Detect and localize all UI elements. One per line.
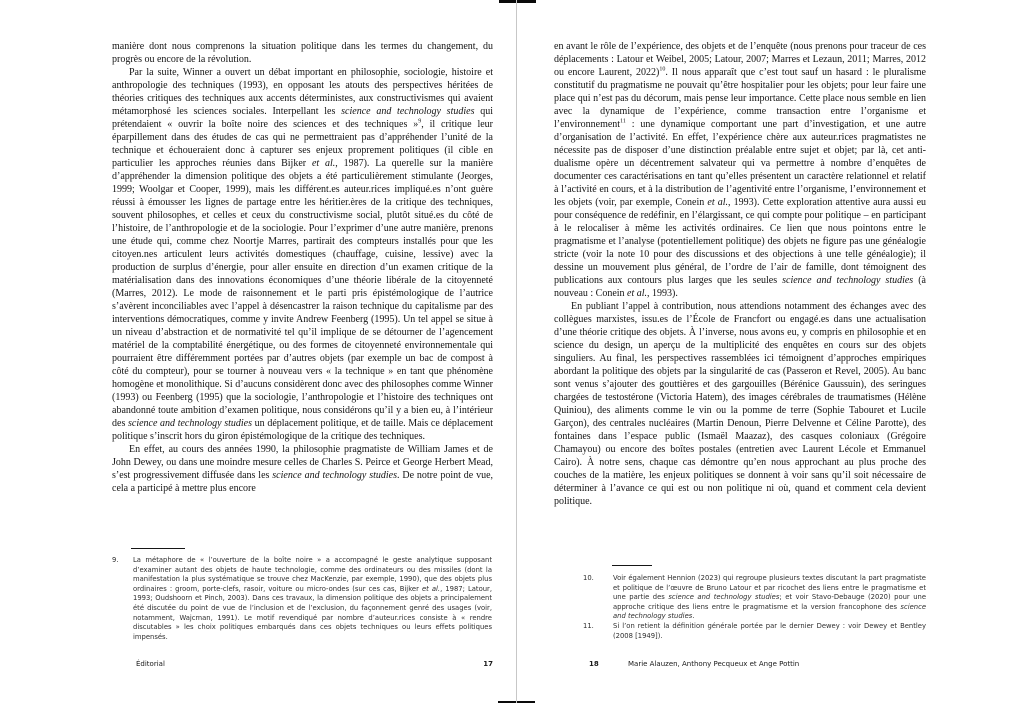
paragraph: en avant le rôle de l’expérience, des objets et de l’enquête (nous prenons pour traceur de ces déplacements : Latour et Weibel, 2005; Latour, 2007; Marres et Lezaun, 2011; Marres, 2012 ou encore Laurent, 2022)$^{10}$. Il nous apparaît que c’est tout sauf un hasard : le pluralisme constitutif du pragmatisme ne pouvait qu’être hospitalier pour les objets; pour leur faire une place qui n’est pas du décorum, mais pense leur importance. Cette place nous semble en lien avec la dynamique de l’expérience, comme transaction entre l’organisme et l’environnement$^{11}$ : une dynamique comportant une part d’investigation, et une autre d’organisation de l’activité. En effet, l’expérience chère aux auteur.rices pragmatistes ne nécessite pas de disposer d’une distinction préalable entre sujet et objet; par là, cet anti-dualisme opère un décentrement salvateur qui va permettre à nombre d’enquêtes de documenter ces caractérisations en tant qu’elles présentent un caractère relationnel et relatif à l’activité en cours, et à la distribution de l’agentivité entre l’organisme, l’environnement et les objets (voir, par exemple, Conein et al., 1993). Cette exploration attentive aura aussi eu pour conséquence de redéfinir, en l’élargissant, ce qui compte pour politique – en participant à le relocaliser à même les activités ordinaires. Ce lien que nous pointons entre le pragmatisme et l’analyse (potentiellement politique) des objets ne figure pas une généalogie stricte (voir la note 10 pour des discussions et des objections à une telle généalogie); il dessine un mouvement plus général, de l’ordre de l’air de famille, dont témoignent des publications aux contours plus larges que les seules science and technology studies (à nouveau : Conein et al., 1993). xyxy=(554,41,926,299)
left-page-body-text xyxy=(112,40,493,546)
footnote-separator-rule xyxy=(131,548,185,549)
footnote-10 xyxy=(583,574,926,622)
right-page-body-text xyxy=(554,40,926,564)
page-number-left: 17 xyxy=(483,660,493,668)
footnote-9 xyxy=(112,556,492,642)
left-page-footnotes xyxy=(112,556,492,642)
footnote-number: 10. xyxy=(583,574,594,582)
footnote-number: 9. xyxy=(112,556,119,564)
footnote-number: 11. xyxy=(583,621,594,630)
paragraph: manière dont nous comprenons la situation politique dans les termes du changement, du progrès ou encore de la révolution. xyxy=(112,41,493,65)
page-fold-divider xyxy=(516,0,518,703)
footnote-11 xyxy=(583,622,926,641)
top-crop-mark xyxy=(499,0,536,3)
running-title-right: Marie Alauzen, Anthony Pecqueux et Ange Pottin xyxy=(628,660,800,668)
footnote-text: La métaphore de « l’ouverture de la boîte noire » a accompagné le geste analytique supposant d’examiner autant des objets de haute technologie, comme des ordinateurs ou des missiles (dont la manifestation la plus systématique se trouve chez MacKenzie, par exemple, 1990), que des objets plus ordinaires : groom, porte-clefs, rasoir, voiture ou micro-ondes (sur ces cas, Bijker et al., 1987; Latour, 1993; Oudshoorn et Pinch, 2003). Dans ces travaux, la dimension politique des objets a principalement été discutée du point de vue de l’inclusion et de l’exclusion, du façonnement genré des usages (voir, notamment, Wajcman, 1991). Le motif revendiqué par nombre d’auteur.rices consiste à « rendre discutables » les choix politiques embarqués dans ces objets techniques ou leurs effets politiques impensés. xyxy=(133,556,492,641)
paragraph: En effet, au cours des années 1990, la philosophie pragmatiste de William James et de John Dewey, ou dans une moindre mesure celles de Charles S. Peirce et George Herbert Mead, s’est progressivement diffusée dans les science and technology studies. De notre point de vue, cela a participé à mettre plus encore xyxy=(112,444,493,494)
footnote-text: Si l’on retient la définition générale portée par le dernier Dewey : voir Dewey et Bentley (2008 [1949]). xyxy=(613,621,926,640)
footnote-text: Voir également Hennion (2023) qui regroupe plusieurs textes discutant la part pragmatiste et politique de l’œuvre de Bruno Latour et par ricochet des liens entre le pragmatisme et une partie des science and technology studies; et voir Stavo-Debauge (2020) pour une approche critique des liens entre le pragmatisme et la version francophone des science and technology studies. xyxy=(613,574,927,621)
paragraph: Par la suite, Winner a ouvert un débat important en philosophie, sociologie, histoire et anthropologie des techniques (1993), en opposant les atouts des perspectives héritées de théories critiques des techniques aux accents déterministes, aux constructivismes qui avaient métamorphosé les sciences sociales. Interpellant les science and technology studies qui prétendaient « ouvrir la boîte noire des sciences et des techniques »$^9$, il critique leur éparpillement dans des études de cas qui ne permettraient pas d’appréhender l’unité de la technique et échoueraient donc à capturer ses enjeux proprement politiques (il cible en particulier les approches réunies dans Bijker et al., 1987). La querelle sur la manière d’appréhender la dimension politique des objets a été particulièrement stimulante (Jeorges, 1999; Woolgar et Cooper, 1999), mais les différent.es auteur.rices impliqué.es n’ont guère réussi à émousser les lignes de partage entre les héritier.ères de la critique des techniques, souvent philosophes, et celles et ceux du constructivisme social, plutôt situé.es du côté de l’histoire, de l’anthropologie et de la sociologie. Pour l’exprimer d’une autre manière, prenons une étude qui, comme chez Noortje Marres, partirait des compteurs installés pour que les citoyen.nes articulent leurs activités domestiques (chauffage, cuisine, lessive) avec la production de surplus d’énergie, pour aller ensuite en direction d’un examen critique de la matérialisation dans des innovations économiques d’une théorie libérale de la citoyenneté (Marres, 2012). Le mode de raisonnement et le parti pris épistémologique de l’autrice s’avèrent inconciliables avec l’appel à désencastrer la raison technique du capitalisme par des interventions démocratiques, comme y invite Andrew Feenberg (1995). Un tel appel se situe à un niveau d’abstraction et de normativité tel qu’il implique de se détourner de l’agencement matériel de la comptabilité énergétique, ou des formes de citoyenneté environnementale qui pourraient être différemment portées par d’autres objets (par exemple un bac de compost à côté du compteur), pour se tourner à nouveau vers « la technique » en tant que phénomène homogène et monolithique. Si d’aucuns considèrent donc avec des philosophes comme Winner (1993) ou Feenberg (1995) que la sociologie, l’anthropologie et l’histoire des techniques ont abandonné toute ambition d’examen politique, nous considérons qu’il y a bien eu, à l’intérieur des science and technology studies un déplacement politique, et de taille. Mais ce déplacement politique s’inscrit hors du giron épistémologique de la critique des techniques. xyxy=(112,67,493,442)
page-number-left-box xyxy=(112,660,493,669)
footnote-separator-rule xyxy=(612,565,652,566)
page-number-right: 18 xyxy=(589,660,599,668)
paragraph: En publiant l’appel à contribution, nous attendions notamment des échanges avec des collègues marxistes, issu.es de l’École de Francfort ou engagé.es dans une actualisation d’une théorie critique des objets. À l’inverse, nous avons eu, y compris en philosophie et en science du design, un aperçu de la multiplicité des enquêtes en cours sur des objets singuliers. Au final, les perspectives rassemblées ici témoignent d’approches empiriques abordant la politique des objets par la singularité de cas (Passeron et Revel, 2005). Au banc sont venus s’ajouter des gouttières et des gargouilles (Bérénice Gaussuin), des seringues chargées de testostérone (Victoria Hatem), des images cérébrales de traumatismes (Hélène Quiniou), des aliments comme le vin ou la pomme de terre (Sophie Tabouret et Lucile Garçon), des centrales nucléaires (Martin Denoun, Pierre Delvenne et Céline Parotte), des fontaines dans l’espace public (Ismaël Maazaz), des casques coloniaux (Grégoire Chamayou) ou encore des boîtes postales (entretien avec Laurent Lécole et Emmanuel Cairo). À notre sens, chaque cas démontre qu’en nous approchant au plus proche des couches de la matière, les enjeux politiques se donnent à voir sans qu’il soit nécessaire de déterminer à l’avance ce qui est ou non politique ni où, quand et comment cela devient politique. xyxy=(554,301,926,507)
right-page-footnotes xyxy=(583,574,926,641)
running-title-left: Éditorial xyxy=(136,660,165,668)
